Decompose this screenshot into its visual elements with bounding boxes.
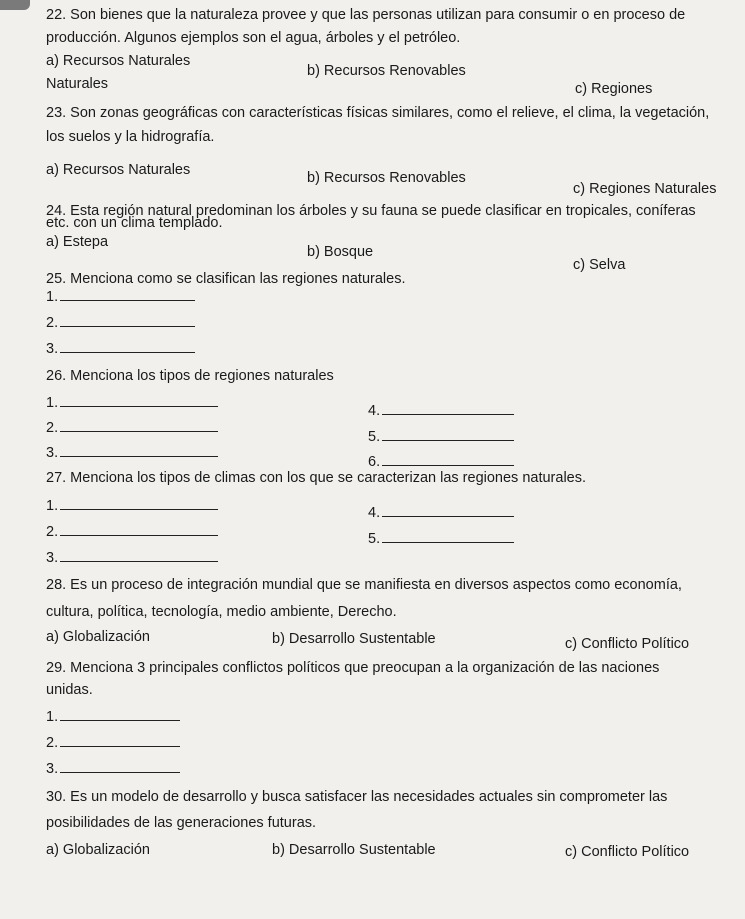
q24-line1: 24. Esta región natural predominan los árboles y su fauna se puede clasificar en tropicales, coníferas bbox=[46, 203, 696, 219]
q27-number-1: 1. bbox=[46, 498, 59, 514]
q28-option-c: c) Conflicto Político bbox=[565, 636, 690, 652]
q30-option-a: a) Globalización bbox=[46, 842, 150, 858]
q27-answer-4 bbox=[368, 503, 514, 522]
q29-number-2: 2. bbox=[46, 735, 59, 751]
answer-line[interactable] bbox=[60, 443, 218, 457]
answer-line[interactable] bbox=[60, 313, 195, 327]
q27-answer-3 bbox=[46, 548, 218, 567]
q26-line1: 26. Menciona los tipos de regiones naturales bbox=[46, 368, 334, 384]
q25-number-3: 3. bbox=[46, 341, 59, 357]
q29-answer-3 bbox=[46, 759, 180, 778]
q25-number-2: 2. bbox=[46, 315, 59, 331]
q29-answer-1 bbox=[46, 707, 180, 726]
answer-line[interactable] bbox=[60, 707, 180, 721]
answer-line[interactable] bbox=[60, 733, 180, 747]
q28-option-b: b) Desarrollo Sustentable bbox=[272, 631, 436, 647]
q22-line2: producción. Algunos ejemplos son el agua, árboles y el petróleo. bbox=[46, 30, 461, 46]
q26-number-1: 1. bbox=[46, 395, 59, 411]
q27-number-2: 2. bbox=[46, 524, 59, 540]
q23-line1: 23. Son zonas geográficas con características físicas similares, como el relieve, el clima, la vegetación, bbox=[46, 105, 710, 121]
q28-line2: cultura, política, tecnología, medio ambiente, Derecho. bbox=[46, 604, 397, 620]
q26-answer-3 bbox=[46, 443, 218, 462]
answer-line[interactable] bbox=[60, 339, 195, 353]
q29-number-1: 1. bbox=[46, 709, 59, 725]
q28-line1: 28. Es un proceso de integración mundial que se manifiesta en diversos aspectos como economía, bbox=[46, 577, 682, 593]
q26-answer-5 bbox=[368, 427, 514, 446]
q24-option-c: c) Selva bbox=[573, 257, 626, 273]
q25-number-1: 1. bbox=[46, 289, 59, 305]
q29-answer-2 bbox=[46, 733, 180, 752]
q23-option-c: c) Regiones Naturales bbox=[573, 181, 717, 197]
answer-line[interactable] bbox=[382, 401, 514, 415]
q25-answer-1 bbox=[46, 287, 195, 306]
answer-line[interactable] bbox=[382, 503, 514, 517]
q25-line1: 25. Menciona como se clasifican las regiones naturales. bbox=[46, 271, 406, 287]
q27-answer-5 bbox=[368, 529, 514, 548]
page-corner-shadow bbox=[0, 0, 30, 10]
q29-number-3: 3. bbox=[46, 761, 59, 777]
answer-line[interactable] bbox=[60, 522, 218, 536]
q24-option-a: a) Estepa bbox=[46, 234, 109, 250]
q30-option-c: c) Conflicto Político bbox=[565, 844, 690, 860]
q26-number-3: 3. bbox=[46, 445, 59, 461]
q22-option-c: c) Regiones bbox=[575, 81, 653, 97]
q23-option-a: a) Recursos Naturales bbox=[46, 162, 191, 178]
answer-line[interactable] bbox=[60, 418, 218, 432]
q27-number-5: 5. bbox=[368, 531, 381, 547]
q25-answer-2 bbox=[46, 313, 195, 332]
q23-line2: los suelos y la hidrografía. bbox=[46, 129, 215, 145]
q22-option-b: b) Recursos Renovables bbox=[307, 63, 466, 79]
q30-option-b: b) Desarrollo Sustentable bbox=[272, 842, 436, 858]
q26-number-2: 2. bbox=[46, 420, 59, 436]
q27-answer-1 bbox=[46, 496, 218, 515]
q30-line1: 30. Es un modelo de desarrollo y busca satisfacer las necesidades actuales sin comprometer las bbox=[46, 789, 668, 805]
q29-line1: 29. Menciona 3 principales conflictos políticos que preocupan a la organización de las naciones bbox=[46, 660, 660, 676]
q29-line2: unidas. bbox=[46, 682, 93, 698]
q26-answer-1 bbox=[46, 393, 218, 412]
answer-line[interactable] bbox=[382, 427, 514, 441]
answer-line[interactable] bbox=[60, 393, 218, 407]
q26-number-4: 4. bbox=[368, 403, 381, 419]
answer-line[interactable] bbox=[382, 452, 514, 466]
answer-line[interactable] bbox=[60, 496, 218, 510]
answer-line[interactable] bbox=[60, 759, 180, 773]
q27-line1: 27. Menciona los tipos de climas con los que se caracterizan las regiones naturales. bbox=[46, 470, 587, 486]
q28-option-a: a) Globalización bbox=[46, 629, 150, 645]
q26-answer-2 bbox=[46, 418, 218, 437]
q26-number-6: 6. bbox=[368, 454, 381, 470]
answer-line[interactable] bbox=[60, 287, 195, 301]
q24-option-b: b) Bosque bbox=[307, 244, 374, 260]
q27-number-4: 4. bbox=[368, 505, 381, 521]
q24-line2: etc. con un clima templado. bbox=[46, 215, 223, 231]
q22-line1: 22. Son bienes que la naturaleza provee y que las personas utilizan para consumir o en proceso de bbox=[46, 7, 686, 23]
q26-number-5: 5. bbox=[368, 429, 381, 445]
q26-answer-4 bbox=[368, 401, 514, 420]
q22-option-a-cont: Naturales bbox=[46, 76, 109, 92]
answer-line[interactable] bbox=[382, 529, 514, 543]
q27-answer-2 bbox=[46, 522, 218, 541]
q23-option-b: b) Recursos Renovables bbox=[307, 170, 466, 186]
q27-number-3: 3. bbox=[46, 550, 59, 566]
q25-answer-3 bbox=[46, 339, 195, 358]
answer-line[interactable] bbox=[60, 548, 218, 562]
q22-option-a: a) Recursos Naturales bbox=[46, 53, 191, 69]
q30-line2: posibilidades de las generaciones futuras. bbox=[46, 815, 317, 831]
